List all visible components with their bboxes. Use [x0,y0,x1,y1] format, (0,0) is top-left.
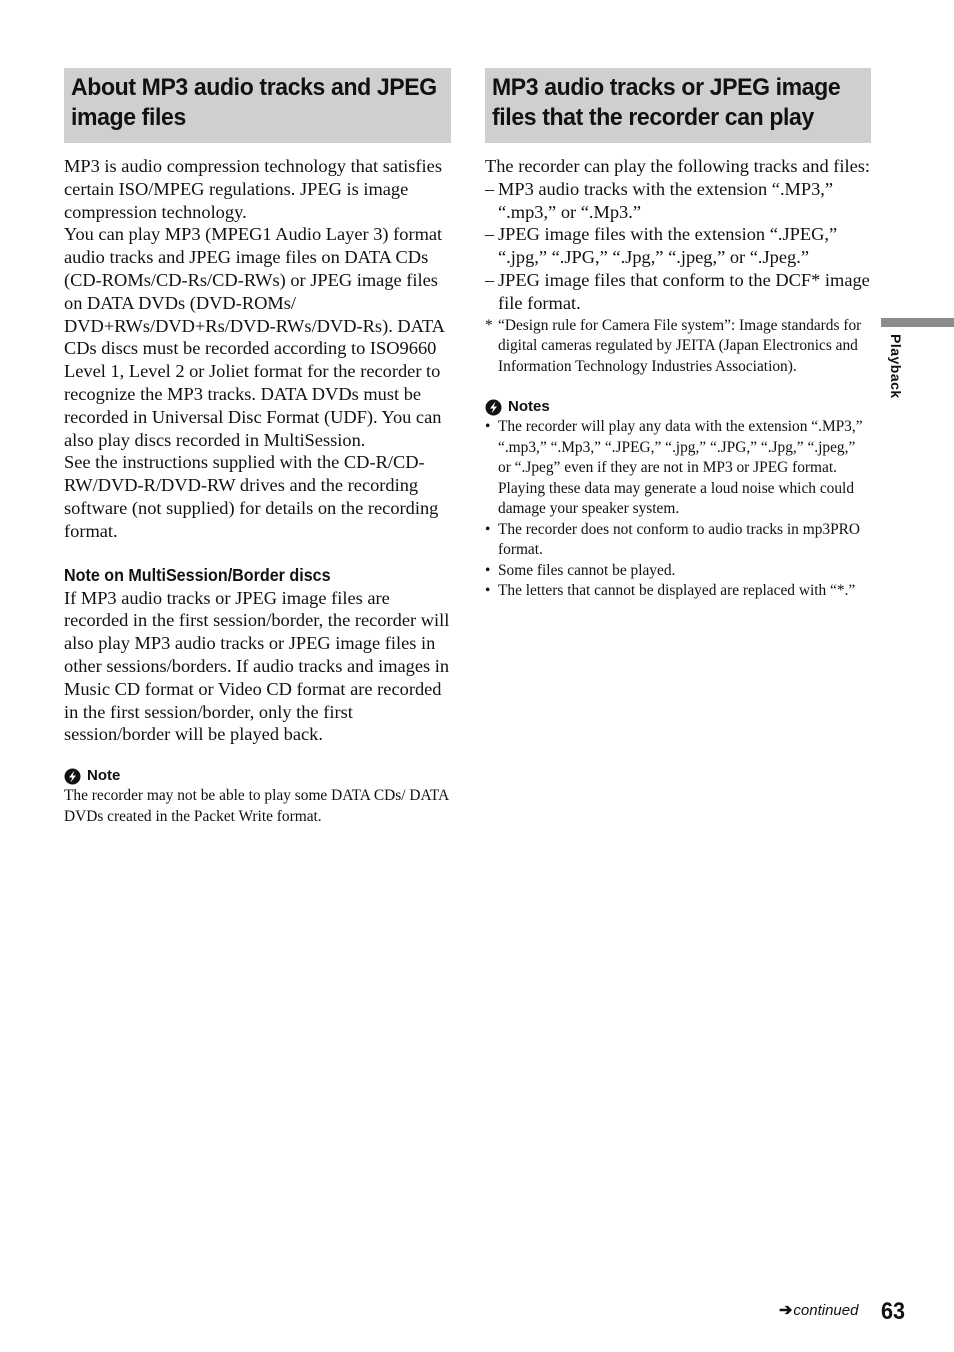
list-item: – JPEG image files that conform to the DCF* image file format. [485,269,870,313]
continued-label: continued [793,1301,859,1319]
paragraph: The recorder can play the following tracks and files: [485,156,871,176]
bullet-mark: • [485,520,491,538]
dash-mark: – [485,224,495,245]
footnote [485,316,871,378]
section-heading-about-mp3-jpeg [64,68,451,143]
arrow-right-icon: ➔ [779,1302,793,1319]
list-item: • The letters that cannot be displayed are replaced with “*.” [485,581,871,602]
note-title: Note [64,766,451,786]
bullet-mark: • [485,561,491,579]
list-item: – MP3 audio tracks with the extension “.MP3,” “.mp3,” or “.Mp3.” [485,178,834,222]
left-column [64,68,451,827]
subheading-multisession: Note on MultiSession/Border discs [64,564,331,585]
notes-title: Notes [485,397,871,417]
multisession-text [64,587,451,747]
bullet-mark: • [485,582,491,600]
dash-mark: – [485,178,495,199]
footnote-mark: * [485,316,493,334]
note-text: The recorder may not be able to play some DATA CDs/ DATA DVDs created in the Packet Write format. [64,787,449,825]
notes-block [485,397,871,602]
playable-files-list [485,178,871,315]
section-heading-text: About MP3 audio tracks and JPEG image files [71,74,437,131]
paragraph: If MP3 audio tracks or JPEG image files are recorded in the first session/border, the recorder will also play MP3 audio tracks or JPEG image files in other sessions/borders. If audio tracks and images in Music CD format or Video CD format are recorded in the first session/border, only the first session/border will be played back. [64,587,450,745]
right-column [485,68,871,602]
paragraph: MP3 is audio compression technology that satisfies certain ISO/MPEG regulations. JPEG is image compression technology. [64,156,442,222]
note-icon [64,768,81,785]
side-tab-bar [881,318,954,327]
notes-list [485,417,871,602]
continued-indicator [779,1300,858,1320]
paragraph: See the instructions supplied with the CD-R/CD-RW/DVD-R/DVD-RW drives and the recording software (not supplied) for details on the recording format. [64,452,439,541]
note-icon [485,399,502,416]
note-block [64,766,451,827]
intro-text [64,155,451,543]
page-number: 63 [881,1298,906,1325]
dash-mark: – [485,269,495,290]
bullet-mark: • [485,418,491,436]
list-item: • The recorder will play any data with the extension “.MP3,” “.mp3,” “.Mp3,” “.JPEG,” “.jpg,” “.JPG,” “.Jpg,” “.jpeg,” or “.Jpeg” even if they are not in MP3 or JPEG format. Playing these data may generate a loud noise which could damage your speaker system. [485,418,863,518]
list-item: • The recorder does not conform to audio tracks in mp3PRO format. [485,520,861,559]
section-heading-playable-files [485,68,871,143]
side-tab-label: Playback [888,334,904,399]
playable-files-text [485,155,871,315]
list-item: • Some files cannot be played. [485,561,871,582]
list-item: – JPEG image files with the extension “.JPEG,” “.jpg,” “.JPG,” “.Jpg,” “.jpeg,” or “.Jpeg.” [485,224,838,268]
section-heading-text: MP3 audio tracks or JPEG image files that the recorder can play [492,74,841,131]
footnote-item: * “Design rule for Camera File system”: Image standards for digital cameras regulated by JEITA (Japan Electronics and Information Technology Industries Association). [485,316,862,375]
paragraph: You can play MP3 (MPEG1 Audio Layer 3) format audio tracks and JPEG image files on DATA CDs (CD-ROMs/CD-Rs/CD-RWs) or JPEG image files on DATA DVDs (DVD-ROMs/ DVD+RWs/DVD+Rs/DVD-RWs/DVD-Rs). DATA CDs discs must be recorded according to ISO9660 Level 1, Level 2 or Joliet format for the recorder to recognize the MP3 tracks. DATA DVDs must be recorded in Universal Disc Format (UDF). You can also play discs recorded in MultiSession. [64,224,444,450]
